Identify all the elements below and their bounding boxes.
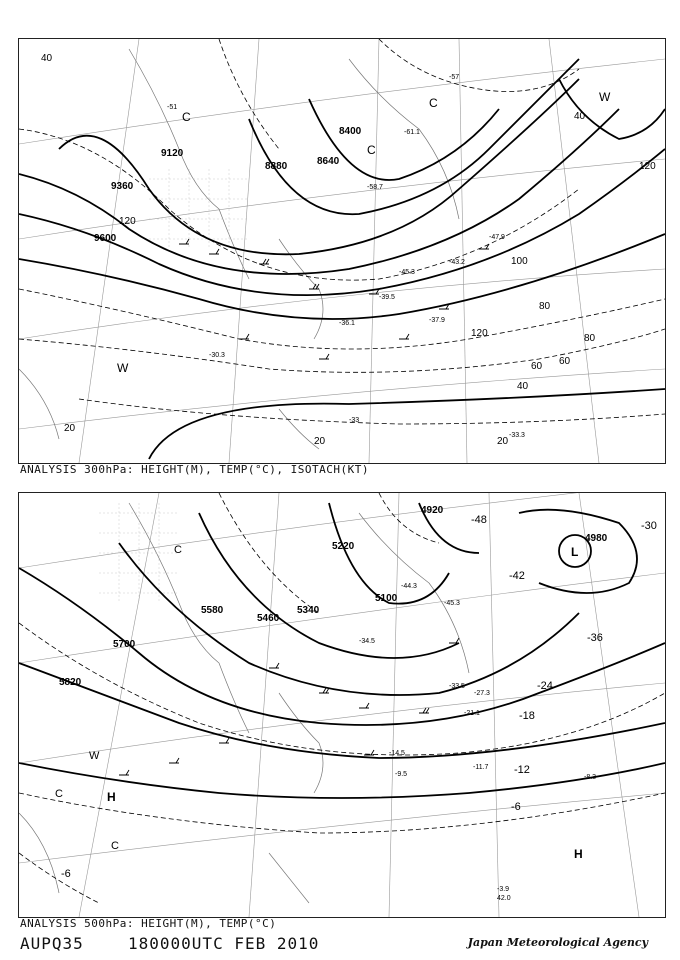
temp-label: -27.3 — [474, 690, 490, 697]
height-label: 9360 — [111, 181, 134, 192]
isotach-label: 120 — [119, 216, 136, 227]
warm-center-label: W — [599, 90, 611, 104]
temp-label: -37.9 — [429, 317, 445, 324]
height-label: 4920 — [421, 505, 444, 516]
temp-label: -8.3 — [584, 774, 597, 781]
isotach-labels — [41, 53, 656, 447]
caption-500hpa: ANALYSIS 500hPa: HEIGHT(M), TEMP(°C) — [20, 917, 277, 930]
cold-center-label: C — [182, 110, 191, 124]
temp-label: -33 — [349, 417, 360, 424]
height-label: 5700 — [113, 639, 136, 650]
isotherm-label: -6 — [511, 801, 521, 813]
height-label: 5460 — [257, 613, 280, 624]
height-label: 8640 — [317, 156, 340, 167]
temp-label: -21.1 — [464, 710, 480, 717]
height-contours — [19, 59, 665, 459]
wind-barbs — [119, 638, 459, 775]
temp-label: -3.9 — [497, 886, 510, 893]
isotach-label: 120 — [471, 328, 488, 339]
height-label: 9600 — [94, 233, 117, 244]
grid-box — [149, 169, 249, 249]
chart-300hpa — [18, 38, 666, 464]
map-500hpa — [19, 493, 665, 917]
height-label: 5220 — [332, 541, 355, 552]
height-label: 9120 — [161, 148, 184, 159]
grid-box — [99, 503, 179, 603]
temp-label: -30.3 — [209, 352, 225, 359]
isotherm-label: -48 — [471, 514, 487, 526]
temp-label: -36.1 — [339, 320, 355, 327]
temp-label: -33.3 — [509, 432, 525, 439]
height-label: 4980 — [585, 533, 608, 544]
temp-label: -51 — [167, 104, 178, 111]
high-center-label: H — [107, 790, 116, 804]
height-label: 5820 — [59, 677, 82, 688]
cold-center-label: C — [55, 788, 63, 800]
temp-label: -39.5 — [379, 294, 395, 301]
height-label: 8400 — [339, 126, 362, 137]
valid-time: 180000UTC FEB 2010 — [128, 934, 320, 953]
temp-label: -57 — [449, 74, 460, 81]
isotach-label: 80 — [584, 333, 596, 344]
cold-center-label: C — [429, 96, 438, 110]
isotach-label: 40 — [517, 381, 529, 392]
temp-label: -33.5 — [449, 683, 465, 690]
high-center-label: H — [574, 847, 583, 861]
isotherm-label: -30 — [641, 520, 657, 532]
isotach-label: 60 — [531, 361, 543, 372]
temp-label: -14.5 — [389, 750, 405, 757]
isotach-label: 120 — [639, 161, 656, 172]
isotach-label: 20 — [64, 423, 76, 434]
isotherm-label: -36 — [587, 632, 603, 644]
height-label: 8880 — [265, 161, 288, 172]
isotach-label: 20 — [314, 436, 326, 447]
height-labels — [59, 505, 608, 688]
graticule — [19, 493, 665, 917]
isotherm-label: -12 — [514, 764, 530, 776]
isotherm-label: -42 — [509, 570, 525, 582]
graticule — [19, 39, 665, 463]
caption-300hpa: ANALYSIS 300hPa: HEIGHT(M), TEMP(°C), ISOTACH(KT) — [20, 463, 370, 476]
isotherm-label: -18 — [519, 710, 535, 722]
chart-code: AUPQ35 — [20, 934, 84, 953]
isotherm-label: -24 — [537, 680, 553, 692]
isotherm-label: -6 — [61, 868, 71, 880]
cold-center-label: C — [111, 840, 119, 852]
pressure-centers — [117, 90, 611, 375]
temp-label: 42.0 — [497, 895, 511, 902]
temp-label: -45.3 — [399, 269, 415, 276]
temp-label: -34.5 — [359, 638, 375, 645]
temp-label: -47.9 — [489, 234, 505, 241]
map-300hpa — [19, 39, 665, 463]
temp-label: -45.3 — [444, 600, 460, 607]
isotach-label: 20 — [497, 436, 509, 447]
height-label: 5100 — [375, 593, 398, 604]
isotach-label: 100 — [511, 256, 528, 267]
chart-500hpa — [18, 492, 666, 918]
cold-center-label: C — [174, 544, 182, 556]
agency-name: Japan Meteorological Agency — [467, 936, 648, 949]
temp-label: -61.1 — [404, 129, 420, 136]
warm-center-label: W — [89, 750, 100, 762]
temp-label: -9.5 — [395, 771, 408, 778]
temp-label: -11.7 — [473, 764, 489, 771]
warm-center-label: W — [117, 361, 129, 375]
temp-contour-labels — [61, 514, 657, 880]
coastlines — [19, 503, 469, 903]
cold-center-label: C — [367, 143, 376, 157]
temp-label: -43.2 — [449, 259, 465, 266]
isotach-label: 40 — [574, 111, 586, 122]
isotach-label: 80 — [539, 301, 551, 312]
temp-label: -58.7 — [367, 184, 383, 191]
temp-label: -44.3 — [401, 583, 417, 590]
isotach-label: 40 — [41, 53, 53, 64]
minor-centers — [55, 544, 182, 852]
wind-barbs — [179, 239, 489, 359]
isotach-label: 60 — [559, 356, 571, 367]
height-label: 5340 — [297, 605, 320, 616]
height-label: 5580 — [201, 605, 224, 616]
low-center-label: L — [571, 545, 579, 559]
